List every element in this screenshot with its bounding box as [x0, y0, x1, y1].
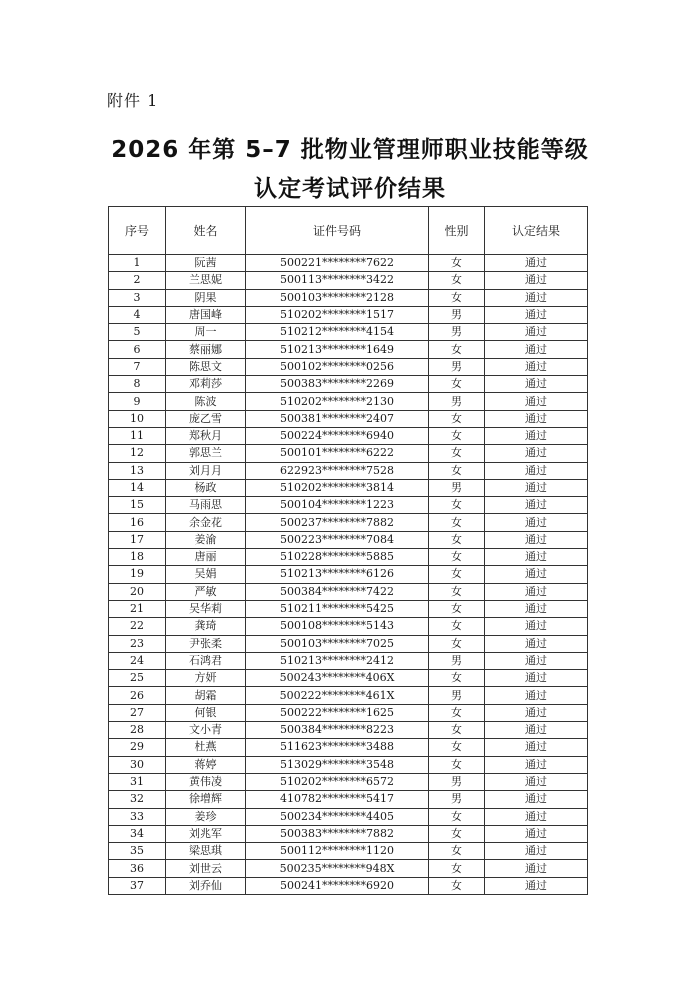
- gender-cell: 女: [429, 410, 485, 427]
- id-number-cell: 510213********1649: [246, 341, 429, 358]
- id-number-cell: 500381********2407: [246, 410, 429, 427]
- name-cell: 唐丽: [166, 549, 246, 566]
- serial-number-cell: 17: [109, 531, 166, 548]
- table-row: [109, 324, 588, 341]
- serial-number-cell: 27: [109, 704, 166, 721]
- result-cell: 通过: [485, 843, 588, 860]
- gender-cell: 男: [429, 652, 485, 669]
- table-row: [109, 739, 588, 756]
- id-number-cell: 510211********5425: [246, 600, 429, 617]
- result-cell: 通过: [485, 756, 588, 773]
- result-cell: 通过: [485, 427, 588, 444]
- id-number-cell: 510213********6126: [246, 566, 429, 583]
- serial-number-cell: 1: [109, 255, 166, 272]
- gender-cell: 女: [429, 722, 485, 739]
- name-cell: 郭思兰: [166, 445, 246, 462]
- gender-cell: 男: [429, 479, 485, 496]
- gender-cell: 女: [429, 860, 485, 877]
- id-number-cell: 500224********6940: [246, 427, 429, 444]
- gender-cell: 女: [429, 341, 485, 358]
- table-body: [109, 255, 588, 895]
- result-cell: 通过: [485, 445, 588, 462]
- serial-number-cell: 7: [109, 358, 166, 375]
- serial-number-cell: 28: [109, 722, 166, 739]
- result-cell: 通过: [485, 358, 588, 375]
- table-row: [109, 531, 588, 548]
- serial-number-cell: 8: [109, 376, 166, 393]
- name-cell: 兰思妮: [166, 272, 246, 289]
- serial-number-cell: 36: [109, 860, 166, 877]
- name-cell: 陈波: [166, 393, 246, 410]
- table-row: [109, 272, 588, 289]
- header-result: 认定结果: [485, 207, 588, 255]
- table-row: [109, 549, 588, 566]
- result-cell: 通过: [485, 791, 588, 808]
- serial-number-cell: 24: [109, 652, 166, 669]
- name-cell: 陈思文: [166, 358, 246, 375]
- gender-cell: 女: [429, 255, 485, 272]
- name-cell: 庞乙雪: [166, 410, 246, 427]
- serial-number-cell: 22: [109, 618, 166, 635]
- table-row: [109, 497, 588, 514]
- id-number-cell: 500243********406X: [246, 670, 429, 687]
- name-cell: 吴华莉: [166, 600, 246, 617]
- result-cell: 通过: [485, 618, 588, 635]
- result-cell: 通过: [485, 877, 588, 894]
- gender-cell: 女: [429, 376, 485, 393]
- result-cell: 通过: [485, 376, 588, 393]
- result-cell: 通过: [485, 722, 588, 739]
- result-cell: 通过: [485, 687, 588, 704]
- table-row: [109, 376, 588, 393]
- serial-number-cell: 16: [109, 514, 166, 531]
- name-cell: 梁思琪: [166, 843, 246, 860]
- id-number-cell: 500241********6920: [246, 877, 429, 894]
- id-number-cell: 622923********7528: [246, 462, 429, 479]
- id-number-cell: 510202********6572: [246, 773, 429, 790]
- id-number-cell: 510202********3814: [246, 479, 429, 496]
- header-name: 姓名: [166, 207, 246, 255]
- name-cell: 刘乔仙: [166, 877, 246, 894]
- serial-number-cell: 2: [109, 272, 166, 289]
- result-cell: 通过: [485, 583, 588, 600]
- result-cell: 通过: [485, 652, 588, 669]
- table-row: [109, 877, 588, 894]
- id-number-cell: 500222********1625: [246, 704, 429, 721]
- table-row: [109, 566, 588, 583]
- name-cell: 严敏: [166, 583, 246, 600]
- id-number-cell: 511623********3488: [246, 739, 429, 756]
- gender-cell: 女: [429, 462, 485, 479]
- gender-cell: 女: [429, 289, 485, 306]
- id-number-cell: 500113********3422: [246, 272, 429, 289]
- gender-cell: 男: [429, 687, 485, 704]
- result-cell: 通过: [485, 773, 588, 790]
- table-row: [109, 791, 588, 808]
- serial-number-cell: 19: [109, 566, 166, 583]
- result-cell: 通过: [485, 393, 588, 410]
- result-cell: 通过: [485, 704, 588, 721]
- table-row: [109, 843, 588, 860]
- table-row: [109, 462, 588, 479]
- serial-number-cell: 9: [109, 393, 166, 410]
- name-cell: 尹张柔: [166, 635, 246, 652]
- gender-cell: 女: [429, 877, 485, 894]
- name-cell: 阴果: [166, 289, 246, 306]
- table-row: [109, 341, 588, 358]
- name-cell: 姜珍: [166, 808, 246, 825]
- id-number-cell: 500383********7882: [246, 825, 429, 842]
- name-cell: 姜渝: [166, 531, 246, 548]
- id-number-cell: 500237********7882: [246, 514, 429, 531]
- name-cell: 刘兆军: [166, 825, 246, 842]
- result-cell: 通过: [485, 324, 588, 341]
- id-number-cell: 510213********2412: [246, 652, 429, 669]
- name-cell: 石鸿君: [166, 652, 246, 669]
- name-cell: 文小青: [166, 722, 246, 739]
- serial-number-cell: 10: [109, 410, 166, 427]
- result-cell: 通过: [485, 739, 588, 756]
- table-row: [109, 514, 588, 531]
- result-cell: 通过: [485, 255, 588, 272]
- name-cell: 龚琦: [166, 618, 246, 635]
- gender-cell: 女: [429, 704, 485, 721]
- serial-number-cell: 5: [109, 324, 166, 341]
- name-cell: 吴娟: [166, 566, 246, 583]
- id-number-cell: 500112********1120: [246, 843, 429, 860]
- id-number-cell: 510228********5885: [246, 549, 429, 566]
- table-row: [109, 618, 588, 635]
- result-cell: 通过: [485, 549, 588, 566]
- result-cell: 通过: [485, 531, 588, 548]
- gender-cell: 女: [429, 566, 485, 583]
- id-number-cell: 500235********948X: [246, 860, 429, 877]
- id-number-cell: 500222********461X: [246, 687, 429, 704]
- serial-number-cell: 11: [109, 427, 166, 444]
- serial-number-cell: 37: [109, 877, 166, 894]
- gender-cell: 女: [429, 670, 485, 687]
- table-row: [109, 479, 588, 496]
- table-row: [109, 600, 588, 617]
- name-cell: 周一: [166, 324, 246, 341]
- result-cell: 通过: [485, 289, 588, 306]
- gender-cell: 女: [429, 618, 485, 635]
- result-cell: 通过: [485, 808, 588, 825]
- serial-number-cell: 32: [109, 791, 166, 808]
- result-cell: 通过: [485, 306, 588, 323]
- result-cell: 通过: [485, 410, 588, 427]
- gender-cell: 男: [429, 324, 485, 341]
- table-row: [109, 410, 588, 427]
- result-cell: 通过: [485, 479, 588, 496]
- table-row: [109, 652, 588, 669]
- gender-cell: 男: [429, 773, 485, 790]
- attachment-label: 附件 1: [107, 91, 159, 110]
- gender-cell: 女: [429, 583, 485, 600]
- name-cell: 余金花: [166, 514, 246, 531]
- name-cell: 蒋婷: [166, 756, 246, 773]
- gender-cell: 女: [429, 600, 485, 617]
- id-number-cell: 500108********5143: [246, 618, 429, 635]
- id-number-cell: 510212********4154: [246, 324, 429, 341]
- result-cell: 通过: [485, 497, 588, 514]
- result-cell: 通过: [485, 670, 588, 687]
- results-table: [108, 206, 588, 895]
- serial-number-cell: 23: [109, 635, 166, 652]
- id-number-cell: 500234********4405: [246, 808, 429, 825]
- serial-number-cell: 4: [109, 306, 166, 323]
- table-row: [109, 289, 588, 306]
- table-row: [109, 445, 588, 462]
- name-cell: 杨政: [166, 479, 246, 496]
- id-number-cell: 513029********3548: [246, 756, 429, 773]
- id-number-cell: 510202********2130: [246, 393, 429, 410]
- id-number-cell: 500384********8223: [246, 722, 429, 739]
- header-id-number: 证件号码: [246, 207, 429, 255]
- result-cell: 通过: [485, 600, 588, 617]
- document-title-line-2: 认定考试评价结果: [254, 176, 446, 202]
- serial-number-cell: 20: [109, 583, 166, 600]
- serial-number-cell: 33: [109, 808, 166, 825]
- gender-cell: 女: [429, 531, 485, 548]
- gender-cell: 男: [429, 393, 485, 410]
- name-cell: 阮茜: [166, 255, 246, 272]
- result-cell: 通过: [485, 341, 588, 358]
- id-number-cell: 500104********1223: [246, 497, 429, 514]
- gender-cell: 女: [429, 514, 485, 531]
- name-cell: 黄伟凌: [166, 773, 246, 790]
- id-number-cell: 500383********2269: [246, 376, 429, 393]
- id-number-cell: 500103********7025: [246, 635, 429, 652]
- table-row: [109, 255, 588, 272]
- serial-number-cell: 34: [109, 825, 166, 842]
- gender-cell: 女: [429, 272, 485, 289]
- name-cell: 徐增辉: [166, 791, 246, 808]
- table-row: [109, 583, 588, 600]
- document-title-line-1: 2026 年第 5–7 批物业管理师职业技能等级: [111, 137, 589, 163]
- gender-cell: 女: [429, 635, 485, 652]
- name-cell: 马雨思: [166, 497, 246, 514]
- gender-cell: 女: [429, 843, 485, 860]
- id-number-cell: 500221********7622: [246, 255, 429, 272]
- name-cell: 刘月月: [166, 462, 246, 479]
- id-number-cell: 410782********5417: [246, 791, 429, 808]
- name-cell: 刘世云: [166, 860, 246, 877]
- table-row: [109, 722, 588, 739]
- table-row: [109, 306, 588, 323]
- serial-number-cell: 21: [109, 600, 166, 617]
- serial-number-cell: 3: [109, 289, 166, 306]
- serial-number-cell: 18: [109, 549, 166, 566]
- gender-cell: 女: [429, 497, 485, 514]
- serial-number-cell: 15: [109, 497, 166, 514]
- table-row: [109, 808, 588, 825]
- gender-cell: 女: [429, 825, 485, 842]
- serial-number-cell: 29: [109, 739, 166, 756]
- result-cell: 通过: [485, 514, 588, 531]
- name-cell: 邓莉莎: [166, 376, 246, 393]
- gender-cell: 女: [429, 445, 485, 462]
- name-cell: 胡霜: [166, 687, 246, 704]
- name-cell: 杜燕: [166, 739, 246, 756]
- table-row: [109, 635, 588, 652]
- gender-cell: 女: [429, 808, 485, 825]
- table-row: [109, 670, 588, 687]
- table-row: [109, 825, 588, 842]
- gender-cell: 男: [429, 358, 485, 375]
- table-row: [109, 358, 588, 375]
- gender-cell: 男: [429, 306, 485, 323]
- table-row: [109, 393, 588, 410]
- id-number-cell: 500101********6222: [246, 445, 429, 462]
- id-number-cell: 510202********1517: [246, 306, 429, 323]
- name-cell: 唐国峰: [166, 306, 246, 323]
- gender-cell: 男: [429, 791, 485, 808]
- serial-number-cell: 30: [109, 756, 166, 773]
- result-cell: 通过: [485, 272, 588, 289]
- table-row: [109, 427, 588, 444]
- table-row: [109, 687, 588, 704]
- id-number-cell: 500102********0256: [246, 358, 429, 375]
- serial-number-cell: 12: [109, 445, 166, 462]
- serial-number-cell: 14: [109, 479, 166, 496]
- id-number-cell: 500384********7422: [246, 583, 429, 600]
- table-row: [109, 773, 588, 790]
- table-header-row: [109, 207, 588, 255]
- table-row: [109, 756, 588, 773]
- id-number-cell: 500223********7084: [246, 531, 429, 548]
- serial-number-cell: 26: [109, 687, 166, 704]
- table-row: [109, 860, 588, 877]
- serial-number-cell: 31: [109, 773, 166, 790]
- name-cell: 蔡丽娜: [166, 341, 246, 358]
- serial-number-cell: 13: [109, 462, 166, 479]
- result-cell: 通过: [485, 825, 588, 842]
- gender-cell: 女: [429, 549, 485, 566]
- result-cell: 通过: [485, 566, 588, 583]
- name-cell: 方妍: [166, 670, 246, 687]
- serial-number-cell: 6: [109, 341, 166, 358]
- id-number-cell: 500103********2128: [246, 289, 429, 306]
- result-cell: 通过: [485, 860, 588, 877]
- header-gender: 性别: [429, 207, 485, 255]
- result-cell: 通过: [485, 635, 588, 652]
- gender-cell: 女: [429, 427, 485, 444]
- gender-cell: 女: [429, 739, 485, 756]
- serial-number-cell: 35: [109, 843, 166, 860]
- serial-number-cell: 25: [109, 670, 166, 687]
- name-cell: 何银: [166, 704, 246, 721]
- result-cell: 通过: [485, 462, 588, 479]
- gender-cell: 女: [429, 756, 485, 773]
- name-cell: 郑秋月: [166, 427, 246, 444]
- header-serial-number: 序号: [109, 207, 166, 255]
- table-row: [109, 704, 588, 721]
